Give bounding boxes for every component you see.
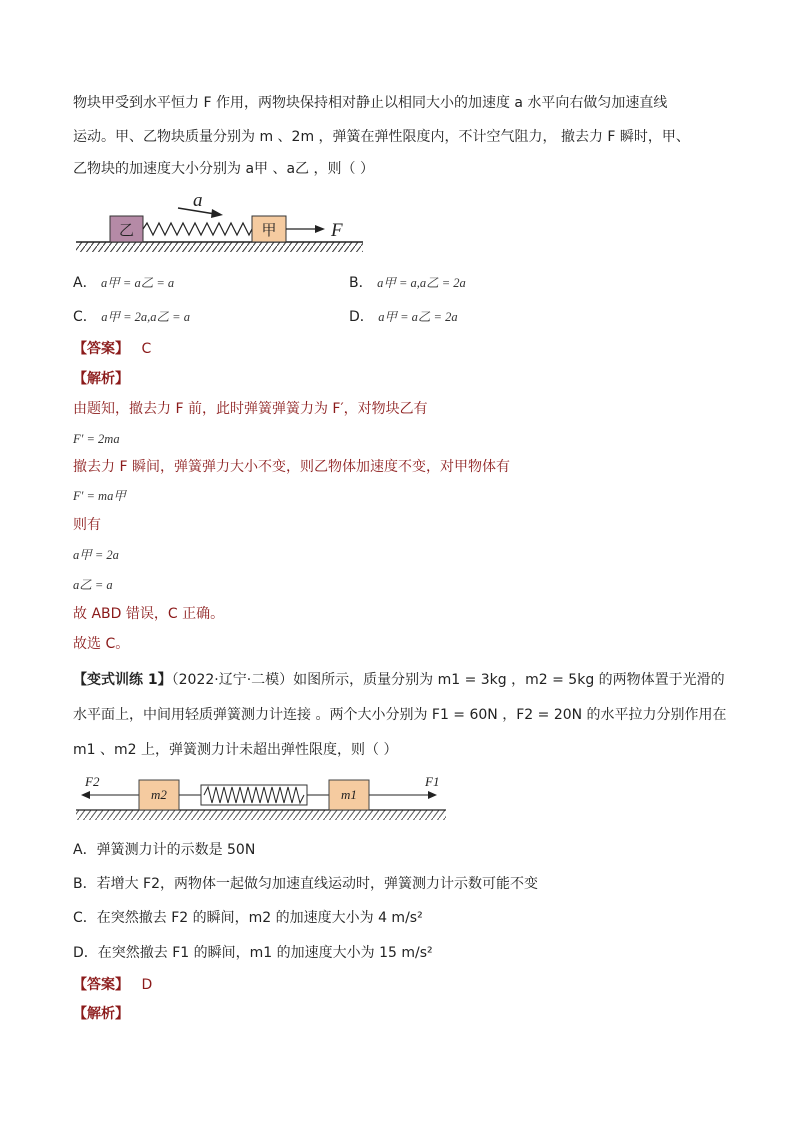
q1-stem-line-1: 物块甲受到水平恒力 F 作用，两物块保持相对静止以相同大小的加速度 a 水平向右做匀加速直线 — [73, 95, 668, 111]
q1-ground-hatch — [76, 242, 363, 252]
q1-option-b-letter: B． — [349, 275, 373, 291]
q1-option-c-formula: a甲 = 2a,a乙 = a — [101, 310, 190, 324]
q1-option-a-letter: A． — [73, 275, 97, 291]
q1-analysis-eq-3: a甲 = 2a — [73, 548, 119, 562]
q1-analysis-eq-1: F′ = 2ma — [73, 432, 120, 446]
q1-option-d[interactable] — [349, 307, 458, 327]
q2-option-c[interactable]: C．在突然撤去 F2 的瞬间，m2 的加速度大小为 4 m/s² — [73, 910, 423, 926]
q1-figure-spring-blocks — [73, 190, 373, 256]
q1-option-a-formula: a甲 = a乙 = a — [101, 276, 175, 290]
q1-answer — [73, 339, 151, 359]
q2-answer-label: 【答案】 — [73, 977, 129, 993]
q1-force-label: F — [331, 220, 343, 241]
q1-accel-label: a — [193, 190, 203, 211]
q1-option-c[interactable] — [73, 307, 190, 327]
q1-analysis-line-3: 则有 — [73, 517, 101, 533]
q1-answer-value: C — [141, 341, 152, 357]
q1-analysis-line-2: 撤去力 F 瞬间，弹簧弹力大小不变，则乙物体加速度不变，对甲物体有 — [73, 459, 510, 475]
q2-block-m1-label: m1 — [341, 787, 357, 802]
q2-stem-line-2: 水平面上，中间用轻质弹簧测力计连接 。两个大小分别为 F1 = 60N ，F2 = 20N 的水平拉力分别作用在 — [73, 707, 727, 723]
q2-figure-spring-scale — [73, 770, 453, 830]
q2-block-m2-label: m2 — [151, 787, 167, 802]
q2-f2-label: F2 — [85, 774, 100, 789]
q2-stem-line-1-text: （2022·辽宁·二模）如图所示，质量分别为 m1 = 3kg ，m2 = 5kg 的两物体置于光滑的 — [171, 672, 725, 688]
q2-title-label: 【变式训练 1】 — [73, 672, 172, 688]
q1-force-arrow-head — [315, 225, 325, 233]
q1-analysis-line-5: 故选 C。 — [73, 636, 130, 652]
q1-option-d-formula: a甲 = a乙 = 2a — [378, 310, 458, 324]
q1-option-d-letter: D． — [349, 309, 374, 325]
q2-stem-line-1 — [73, 670, 725, 690]
q2-f1-arrow-head — [428, 791, 437, 799]
q2-option-b[interactable]: B．若增大 F2，两物体一起做匀加速直线运动时，弹簧测力计示数可能不变 — [73, 876, 539, 892]
q1-block-jia-label: 甲 — [261, 221, 277, 239]
q1-analysis-label: 【解析】 — [73, 371, 129, 387]
q2-f1-label: F1 — [425, 774, 440, 789]
q1-spring — [143, 223, 252, 235]
q1-stem-line-2: 运动。甲、乙物块质量分别为 m 、2m ，弹簧在弹性限度内，不计空气阻力， 撤去力 F 瞬时，甲、 — [73, 129, 690, 145]
q2-option-a[interactable]: A．弹簧测力计的示数是 50N — [73, 842, 256, 858]
q2-f2-arrow-head — [81, 791, 90, 799]
q1-accel-arrow-head — [211, 209, 223, 218]
q2-ground-hatch — [76, 810, 446, 820]
q1-block-yi-label: 乙 — [118, 221, 135, 239]
q2-option-d[interactable]: D．在突然撤去 F1 的瞬间，m1 的加速度大小为 15 m/s² — [73, 945, 433, 961]
q1-analysis-eq-4: a乙 = a — [73, 578, 113, 592]
q2-answer-value: D — [141, 977, 153, 993]
q1-analysis-line-1: 由题知，撤去力 F 前，此时弹簧弹簧力为 F′，对物块乙有 — [73, 401, 428, 417]
q1-option-a[interactable] — [73, 273, 174, 293]
q1-option-b[interactable] — [349, 273, 466, 293]
q2-answer — [73, 975, 152, 995]
q1-analysis-eq-2: F′ = ma甲 — [73, 489, 126, 503]
q1-answer-label: 【答案】 — [73, 341, 129, 357]
q2-stem-line-3: m1 、m2 上，弹簧测力计未超出弹性限度，则（ ） — [73, 742, 398, 758]
q1-analysis-line-4: 故 ABD 错误，C 正确。 — [73, 606, 225, 622]
q2-analysis-label: 【解析】 — [73, 1006, 129, 1022]
q1-option-b-formula: a甲 = a,a乙 = 2a — [377, 276, 466, 290]
q1-option-c-letter: C． — [73, 309, 97, 325]
q1-stem-line-3: 乙物块的加速度大小分别为 a甲 、a乙 ，则（ ） — [73, 161, 374, 177]
